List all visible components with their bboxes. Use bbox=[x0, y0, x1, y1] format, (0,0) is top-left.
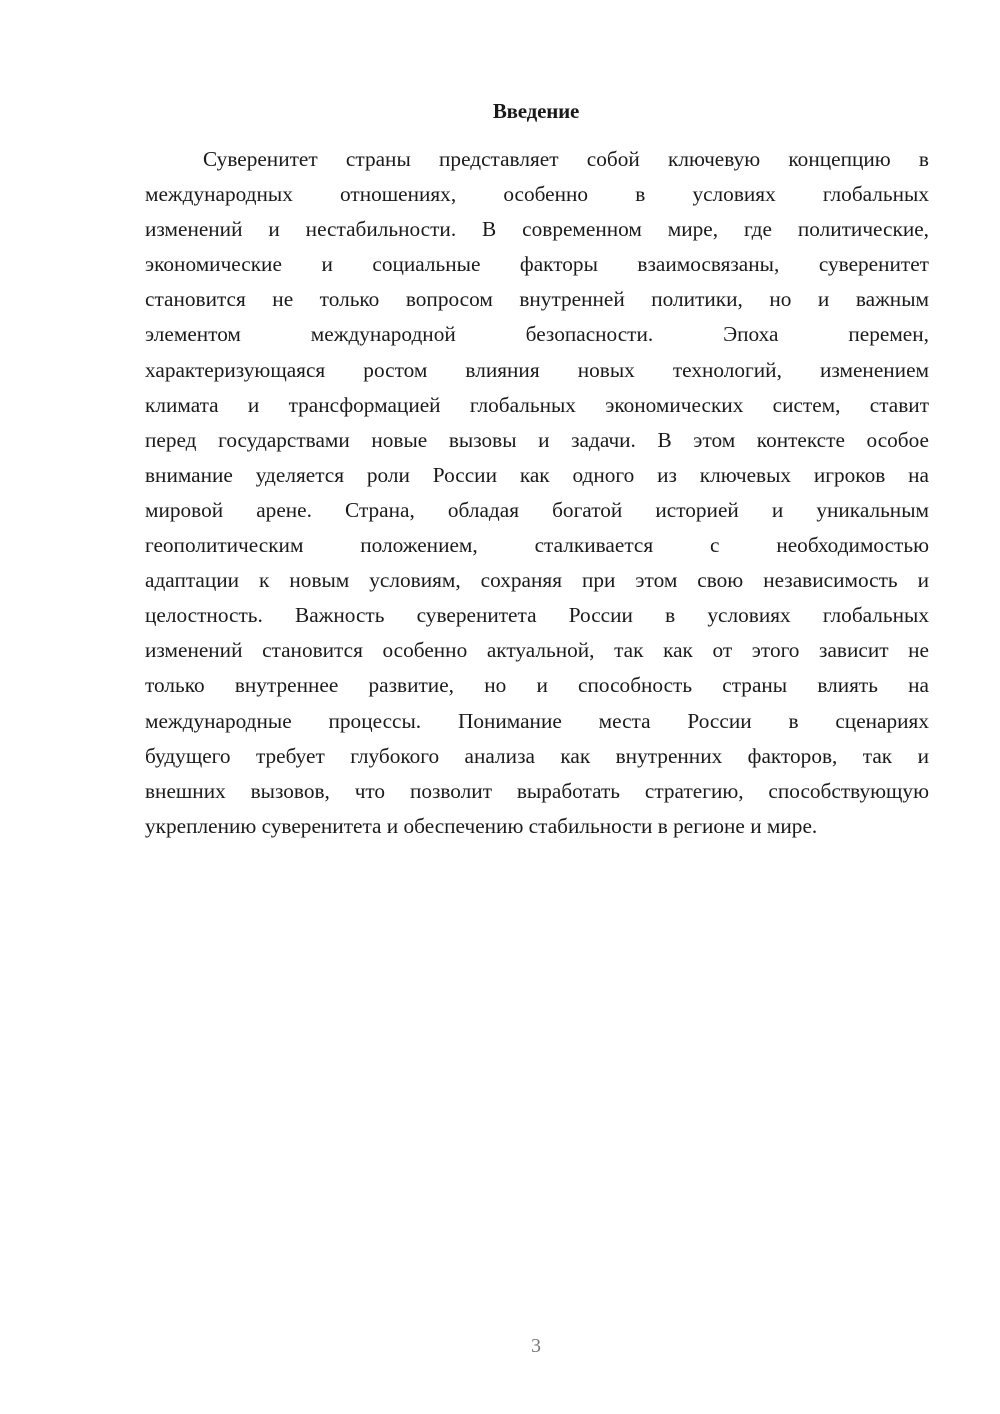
paragraph-line: геополитическим положением, сталкивается с необходимостью bbox=[145, 533, 929, 558]
paragraph-line: укреплению суверенитета и обеспечению стабильности в регионе и мире. bbox=[145, 813, 818, 838]
paragraph-line: изменений и нестабильности. В современном мире, где политические, bbox=[145, 217, 929, 242]
paragraph-line: мировой арене. Страна, обладая богатой историей и уникальным bbox=[145, 497, 929, 522]
section-heading: Введение bbox=[492, 99, 580, 123]
paragraph-line: изменений становится особенно актуальной, так как от этого зависит не bbox=[145, 638, 929, 663]
paragraph-line: адаптации к новым условиям, сохраняя при этом свою независимость и bbox=[145, 568, 929, 593]
paragraph-line: только внутреннее развитие, но и способность страны влиять на bbox=[145, 673, 929, 698]
paragraph-line: становится не только вопросом внутренней политики, но и важным bbox=[145, 287, 929, 312]
paragraph-line: внешних вызовов, что позволит выработать стратегию, способствующую bbox=[145, 778, 929, 803]
paragraph-line: будущего требует глубокого анализа как внутренних факторов, так и bbox=[145, 743, 929, 768]
paragraph-line: элементом международной безопасности. Эпоха перемен, bbox=[145, 322, 929, 347]
paragraph-line: экономические и социальные факторы взаимосвязаны, суверенитет bbox=[145, 252, 929, 277]
paragraph-line: перед государствами новые вызовы и задачи. В этом контексте особое bbox=[145, 427, 929, 452]
page-number: 3 bbox=[531, 1335, 541, 1357]
paragraph-line: международные процессы. Понимание места России в сценариях bbox=[145, 708, 929, 733]
paragraph-line: Суверенитет страны представляет собой ключевую концепцию в bbox=[203, 147, 929, 171]
paragraph-line: международных отношениях, особенно в условиях глобальных bbox=[145, 182, 929, 207]
paragraph-line: целостность. Важность суверенитета России в условиях глобальных bbox=[145, 603, 929, 628]
paragraph-line: характеризующаяся ростом влияния новых технологий, изменением bbox=[145, 357, 929, 382]
introduction-paragraph bbox=[145, 142, 929, 844]
paragraph-line: внимание уделяется роли России как одного из ключевых игроков на bbox=[145, 462, 929, 487]
paragraph-line: климата и трансформацией глобальных экономических систем, ставит bbox=[145, 392, 929, 417]
